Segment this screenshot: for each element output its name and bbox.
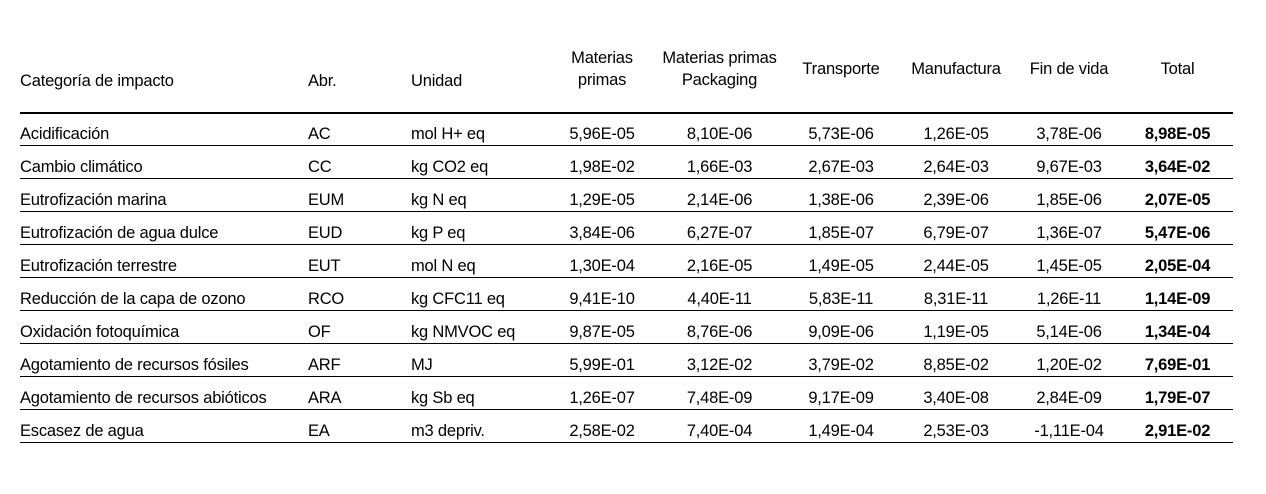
cell-unit: kg CFC11 eq: [411, 278, 551, 311]
cell-transport: 9,17E-09: [786, 377, 896, 410]
cell-unit: mol H+ eq: [411, 113, 551, 146]
cell-unit: MJ: [411, 344, 551, 377]
cell-packaging: 1,66E-03: [653, 146, 786, 179]
cell-total: 7,69E-01: [1122, 344, 1233, 377]
table-row: [20, 344, 1233, 377]
cell-raw-materials: 3,84E-06: [551, 212, 653, 245]
cell-total: 1,79E-07: [1122, 377, 1233, 410]
cell-packaging: 4,40E-11: [653, 278, 786, 311]
cell-packaging: 8,10E-06: [653, 113, 786, 146]
cell-raw-materials: 1,30E-04: [551, 245, 653, 278]
cell-category: Reducción de la capa de ozono: [20, 278, 308, 311]
cell-abbr: EUM: [308, 179, 411, 212]
cell-category: Eutrofización terrestre: [20, 245, 308, 278]
cell-abbr: ARA: [308, 377, 411, 410]
cell-end-of-life: 1,26E-11: [1016, 278, 1122, 311]
impact-table: [20, 26, 1233, 443]
cell-unit: mol N eq: [411, 245, 551, 278]
cell-transport: 1,49E-05: [786, 245, 896, 278]
cell-unit: kg CO2 eq: [411, 146, 551, 179]
cell-packaging: 7,40E-04: [653, 410, 786, 443]
table-row: [20, 179, 1233, 212]
table-row: [20, 146, 1233, 179]
cell-raw-materials: 1,98E-02: [551, 146, 653, 179]
cell-manufacturing: 2,44E-05: [896, 245, 1016, 278]
cell-abbr: CC: [308, 146, 411, 179]
table-row: [20, 245, 1233, 278]
header-abbr: Abr.: [308, 26, 411, 113]
cell-end-of-life: 1,85E-06: [1016, 179, 1122, 212]
cell-unit: kg Sb eq: [411, 377, 551, 410]
cell-manufacturing: 6,79E-07: [896, 212, 1016, 245]
cell-raw-materials: 1,29E-05: [551, 179, 653, 212]
cell-manufacturing: 3,40E-08: [896, 377, 1016, 410]
table-row: [20, 113, 1233, 146]
cell-packaging: 2,16E-05: [653, 245, 786, 278]
cell-packaging: 6,27E-07: [653, 212, 786, 245]
cell-packaging: 3,12E-02: [653, 344, 786, 377]
cell-end-of-life: 1,45E-05: [1016, 245, 1122, 278]
cell-abbr: EUT: [308, 245, 411, 278]
impact-table-container: [20, 26, 1233, 443]
cell-transport: 5,73E-06: [786, 113, 896, 146]
cell-category: Agotamiento de recursos abióticos: [20, 377, 308, 410]
cell-unit: kg NMVOC eq: [411, 311, 551, 344]
table-header-row: [20, 26, 1233, 113]
cell-raw-materials: 9,87E-05: [551, 311, 653, 344]
header-total: Total: [1122, 26, 1233, 113]
header-category: Categoría de impacto: [20, 26, 308, 113]
cell-total: 1,14E-09: [1122, 278, 1233, 311]
cell-abbr: RCO: [308, 278, 411, 311]
cell-unit: m3 depriv.: [411, 410, 551, 443]
cell-packaging: 2,14E-06: [653, 179, 786, 212]
table-row: [20, 410, 1233, 443]
cell-total: 2,05E-04: [1122, 245, 1233, 278]
cell-category: Eutrofización de agua dulce: [20, 212, 308, 245]
cell-manufacturing: 8,31E-11: [896, 278, 1016, 311]
cell-raw-materials: 5,96E-05: [551, 113, 653, 146]
cell-end-of-life: 2,84E-09: [1016, 377, 1122, 410]
cell-transport: 1,38E-06: [786, 179, 896, 212]
cell-abbr: OF: [308, 311, 411, 344]
cell-unit: kg N eq: [411, 179, 551, 212]
cell-end-of-life: 9,67E-03: [1016, 146, 1122, 179]
cell-category: Acidificación: [20, 113, 308, 146]
cell-abbr: ARF: [308, 344, 411, 377]
cell-manufacturing: 2,53E-03: [896, 410, 1016, 443]
cell-manufacturing: 1,19E-05: [896, 311, 1016, 344]
cell-manufacturing: 2,39E-06: [896, 179, 1016, 212]
header-unit: Unidad: [411, 26, 551, 113]
cell-transport: 3,79E-02: [786, 344, 896, 377]
table-row: [20, 377, 1233, 410]
cell-total: 3,64E-02: [1122, 146, 1233, 179]
cell-transport: 5,83E-11: [786, 278, 896, 311]
cell-transport: 1,85E-07: [786, 212, 896, 245]
cell-category: Escasez de agua: [20, 410, 308, 443]
cell-category: Agotamiento de recursos fósiles: [20, 344, 308, 377]
cell-end-of-life: 5,14E-06: [1016, 311, 1122, 344]
table-row: [20, 212, 1233, 245]
header-packaging: Materias primas Packaging: [653, 26, 786, 113]
cell-manufacturing: 1,26E-05: [896, 113, 1016, 146]
cell-category: Eutrofización marina: [20, 179, 308, 212]
cell-transport: 2,67E-03: [786, 146, 896, 179]
cell-end-of-life: 1,36E-07: [1016, 212, 1122, 245]
table-body: [20, 113, 1233, 443]
cell-total: 5,47E-06: [1122, 212, 1233, 245]
cell-raw-materials: 9,41E-10: [551, 278, 653, 311]
cell-packaging: 7,48E-09: [653, 377, 786, 410]
header-raw-materials: Materias primas: [551, 26, 653, 113]
cell-total: 8,98E-05: [1122, 113, 1233, 146]
cell-abbr: EA: [308, 410, 411, 443]
cell-total: 2,91E-02: [1122, 410, 1233, 443]
cell-manufacturing: 8,85E-02: [896, 344, 1016, 377]
cell-raw-materials: 5,99E-01: [551, 344, 653, 377]
header-end-of-life: Fin de vida: [1016, 26, 1122, 113]
cell-transport: 1,49E-04: [786, 410, 896, 443]
cell-total: 1,34E-04: [1122, 311, 1233, 344]
cell-end-of-life: 1,20E-02: [1016, 344, 1122, 377]
cell-end-of-life: -1,11E-04: [1016, 410, 1122, 443]
table-row: [20, 311, 1233, 344]
cell-packaging: 8,76E-06: [653, 311, 786, 344]
cell-end-of-life: 3,78E-06: [1016, 113, 1122, 146]
cell-abbr: EUD: [308, 212, 411, 245]
cell-raw-materials: 1,26E-07: [551, 377, 653, 410]
cell-abbr: AC: [308, 113, 411, 146]
cell-total: 2,07E-05: [1122, 179, 1233, 212]
cell-category: Oxidación fotoquímica: [20, 311, 308, 344]
table-row: [20, 278, 1233, 311]
cell-manufacturing: 2,64E-03: [896, 146, 1016, 179]
cell-unit: kg P eq: [411, 212, 551, 245]
cell-transport: 9,09E-06: [786, 311, 896, 344]
cell-raw-materials: 2,58E-02: [551, 410, 653, 443]
header-transport: Transporte: [786, 26, 896, 113]
cell-category: Cambio climático: [20, 146, 308, 179]
header-manufacturing: Manufactura: [896, 26, 1016, 113]
